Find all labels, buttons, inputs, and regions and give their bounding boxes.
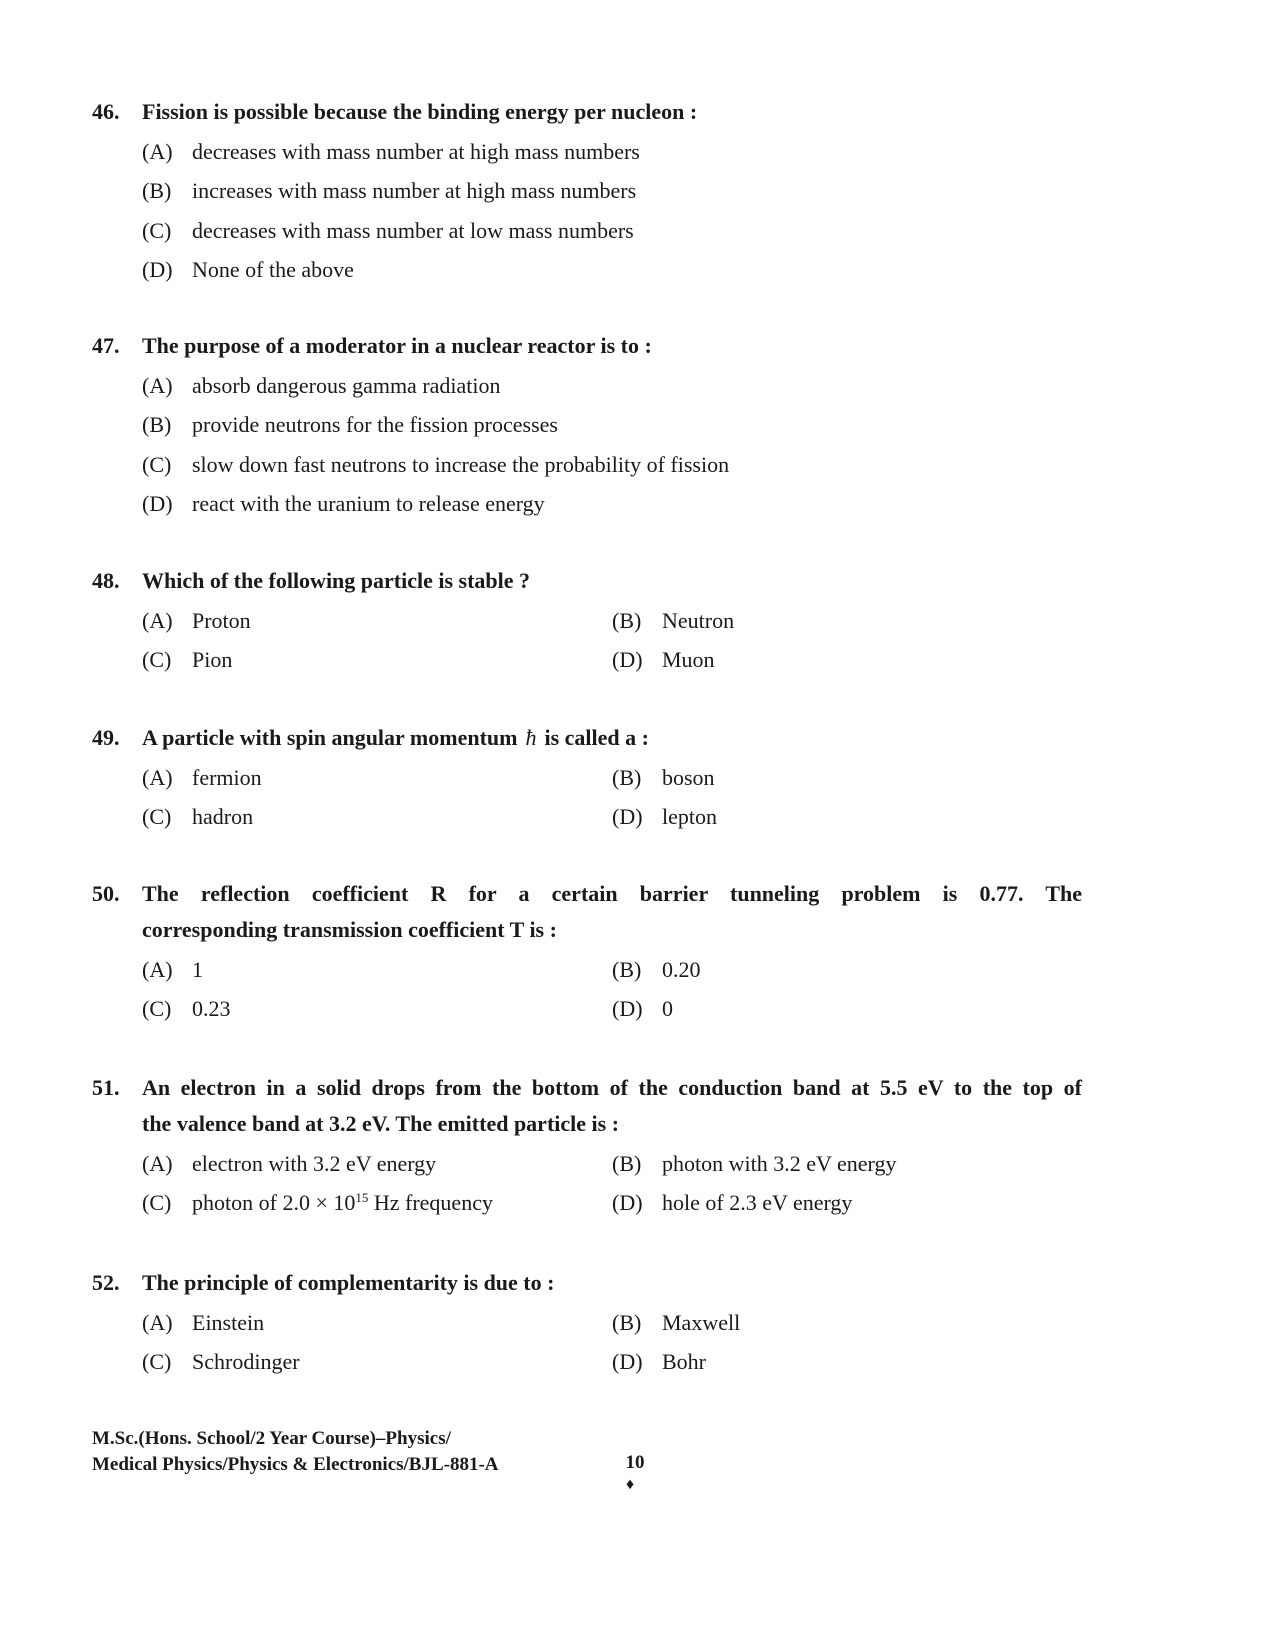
h-bar-symbol: ħ [525, 725, 537, 750]
question-48 [92, 563, 1082, 680]
option-text: hadron [192, 804, 254, 830]
option-text: Proton [192, 608, 251, 633]
page-number: 10 [625, 1452, 645, 1473]
option-text: None of the above [192, 257, 354, 283]
option-c: (C) hadron [142, 797, 612, 836]
option-c: (C) decreases with mass number at low mass numbers [142, 211, 1082, 250]
option-d: (D) hole of 2.3 eV energy [612, 1183, 1082, 1222]
footer-course-info [92, 1426, 499, 1478]
option-c: (C) photon of $2.0 \times 10^{15}$ Hz frequency [142, 1183, 612, 1222]
option-text: 1 [192, 957, 203, 982]
option-d: (D) None of the above [142, 250, 1082, 289]
option-text: Muon [662, 647, 715, 673]
option-a: (A) fermion [142, 758, 612, 797]
option-d: (D) Muon [612, 640, 1082, 679]
options-grid [142, 950, 1082, 1029]
option-text: Pion [192, 647, 233, 673]
option-d: (D) Bohr [612, 1342, 1082, 1381]
question-number: 47. [92, 333, 120, 358]
question-number: 49. [92, 725, 120, 750]
options-grid [142, 601, 1082, 680]
option-a: (A) Einstein [142, 1303, 612, 1342]
options-grid [142, 1144, 1082, 1223]
option-text: lepton [662, 804, 717, 830]
question-50 [92, 876, 1082, 1029]
option-text: Bohr [662, 1349, 706, 1375]
option-b: (B) Neutron [612, 601, 1082, 640]
option-b: (B) provide neutrons for the fission processes [142, 405, 1082, 444]
options-list [142, 366, 1082, 524]
options-list [142, 132, 1082, 290]
option-text: boson [662, 765, 715, 790]
option-d: (D) lepton [612, 797, 1082, 836]
option-a: (A) electron with 3.2 eV energy [142, 1144, 612, 1183]
option-c: (C) Schrodinger [142, 1342, 612, 1381]
option-text: provide neutrons for the fission processes [192, 412, 558, 438]
question-text: The reflection coefficient R for a certain barrier tunneling problem is 0.77. The corresponding transmission coefficient T is : [142, 881, 1082, 942]
option-text: increases with mass number at high mass numbers [192, 178, 637, 204]
option-d: (D) react with the uranium to release energy [142, 484, 1082, 523]
option-text: 0.23 [192, 996, 231, 1022]
option-text: Maxwell [662, 1310, 741, 1335]
option-b: (B) photon with 3.2 eV energy [612, 1144, 1082, 1183]
option-a: (A) 1 [142, 950, 612, 989]
question-text: The purpose of a moderator in a nuclear reactor is to : [142, 333, 652, 358]
option-text: hole of 2.3 eV energy [662, 1190, 853, 1216]
option-text: Neutron [662, 608, 735, 633]
option-b: (B) increases with mass number at high mass numbers [142, 171, 1082, 210]
option-b: (B) boson [612, 758, 1082, 797]
question-46 [92, 94, 1082, 290]
option-text: Schrodinger [192, 1349, 300, 1375]
options-grid [142, 758, 1082, 837]
option-b: (B) Maxwell [612, 1303, 1082, 1342]
question-51 [92, 1070, 1082, 1223]
option-text: 0.20 [662, 957, 701, 982]
option-text: decreases with mass number at high mass numbers [192, 139, 640, 164]
question-number: 46. [92, 99, 120, 124]
option-b: (B) 0.20 [612, 950, 1082, 989]
option-d: (D) 0 [612, 989, 1082, 1028]
option-text: decreases with mass number at low mass numbers [192, 217, 634, 243]
option-text: electron with 3.2 eV energy [192, 1151, 437, 1176]
footer-line-2: Medical Physics/Physics & Electronics/BJL-881-A [92, 1454, 499, 1475]
question-text: A particle with spin angular momentum ħ is called a : [142, 725, 649, 750]
diamond-icon: ♦ [626, 1476, 635, 1493]
question-number: 52. [92, 1270, 120, 1295]
option-text: photon of $2.0 \times 10^{15}$ Hz frequency [192, 1190, 493, 1216]
option-text: Einstein [192, 1310, 265, 1335]
option-a: (A) decreases with mass number at high mass numbers [142, 132, 1082, 171]
question-49 [92, 720, 1082, 837]
question-number: 51. [92, 1075, 120, 1100]
question-text: An electron in a solid drops from the bottom of the conduction band at 5.5 eV to the top of the valence band at 3.2 eV. The emitted particle is : [142, 1075, 1082, 1136]
question-number: 48. [92, 568, 120, 593]
question-number: 50. [92, 881, 120, 906]
option-text: react with the uranium to release energy [192, 491, 545, 517]
option-c: (C) Pion [142, 640, 612, 679]
question-text: The principle of complementarity is due to : [142, 1270, 555, 1295]
option-a: (A) Proton [142, 601, 612, 640]
option-text: fermion [192, 765, 262, 790]
footer-line-1: M.Sc.(Hons. School/2 Year Course)–Physics/ [92, 1428, 451, 1449]
question-text: Fission is possible because the binding energy per nucleon : [142, 99, 698, 124]
option-text: absorb dangerous gamma radiation [192, 373, 501, 398]
options-grid [142, 1303, 1082, 1382]
option-text: photon with 3.2 eV energy [662, 1151, 897, 1176]
option-c: (C) 0.23 [142, 989, 612, 1028]
question-47 [92, 328, 1082, 524]
option-a: (A) absorb dangerous gamma radiation [142, 366, 1082, 405]
option-text: 0 [662, 996, 673, 1022]
option-text: slow down fast neutrons to increase the probability of fission [192, 451, 730, 477]
question-text: Which of the following particle is stable ? [142, 568, 531, 593]
question-52 [92, 1265, 1082, 1382]
option-c: (C) slow down fast neutrons to increase the probability of fission [142, 445, 1082, 484]
